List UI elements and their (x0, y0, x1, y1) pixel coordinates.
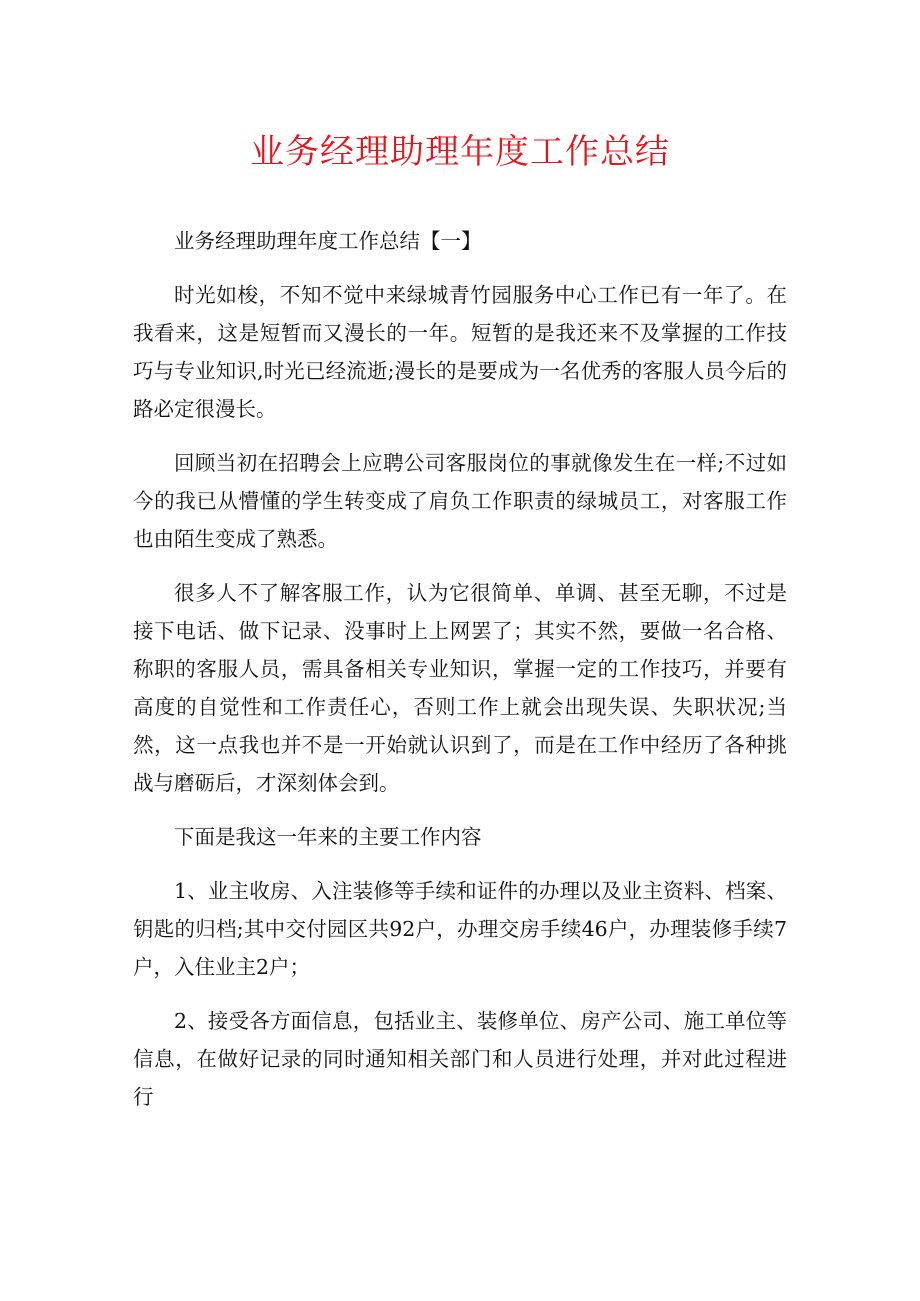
paragraph: 时光如梭，不知不觉中来绿城青竹园服务中心工作已有一年了。在我看来，这是短暂而又漫长的一年。短暂的是我还来不及掌握的工作技巧与专业知识,时光已经流逝;漫长的是要成为一名优秀的客服人员今后的路必定很漫长。 (133, 283, 787, 421)
list-item: 2、接受各方面信息，包括业主、装修单位、房产公司、施工单位等信息，在做好记录的同时通知相关部门和人员进行处理，并对此过程进行 (133, 1009, 787, 1109)
section-heading: 业务经理助理年度工作总结【一】 (174, 229, 482, 253)
document-body (133, 222, 787, 1132)
paragraph: 下面是我这一年来的主要工作内容 (174, 825, 482, 849)
list-item: 1、业主收房、入注装修等手续和证件的办理以及业主资料、档案、钥匙的归档;其中交付园区共92户，办理交房手续46户，办理装修手续7户，入住业主2户； (133, 879, 787, 979)
paragraph: 很多人不了解客服工作，认为它很简单、单调、甚至无聊，不过是接下电话、做下记录、没事时上上网罢了；其实不然，要做一名合格、称职的客服人员，需具备相关专业知识，掌握一定的工作技巧，并要有高度的自觉性和工作责任心，否则工作上就会出现失误、失职状况;当然，这一点我也并不是一开始就认识到了，而是在工作中经历了各种挑战与磨砺后，才深刻体会到。 (133, 581, 787, 795)
document-title: 业务经理助理年度工作总结 (250, 132, 670, 172)
paragraph: 回顾当初在招聘会上应聘公司客服岗位的事就像发生在一样;不过如今的我已从懵懂的学生转变成了肩负工作职责的绿城员工，对客服工作也由陌生变成了熟悉。 (133, 451, 787, 551)
